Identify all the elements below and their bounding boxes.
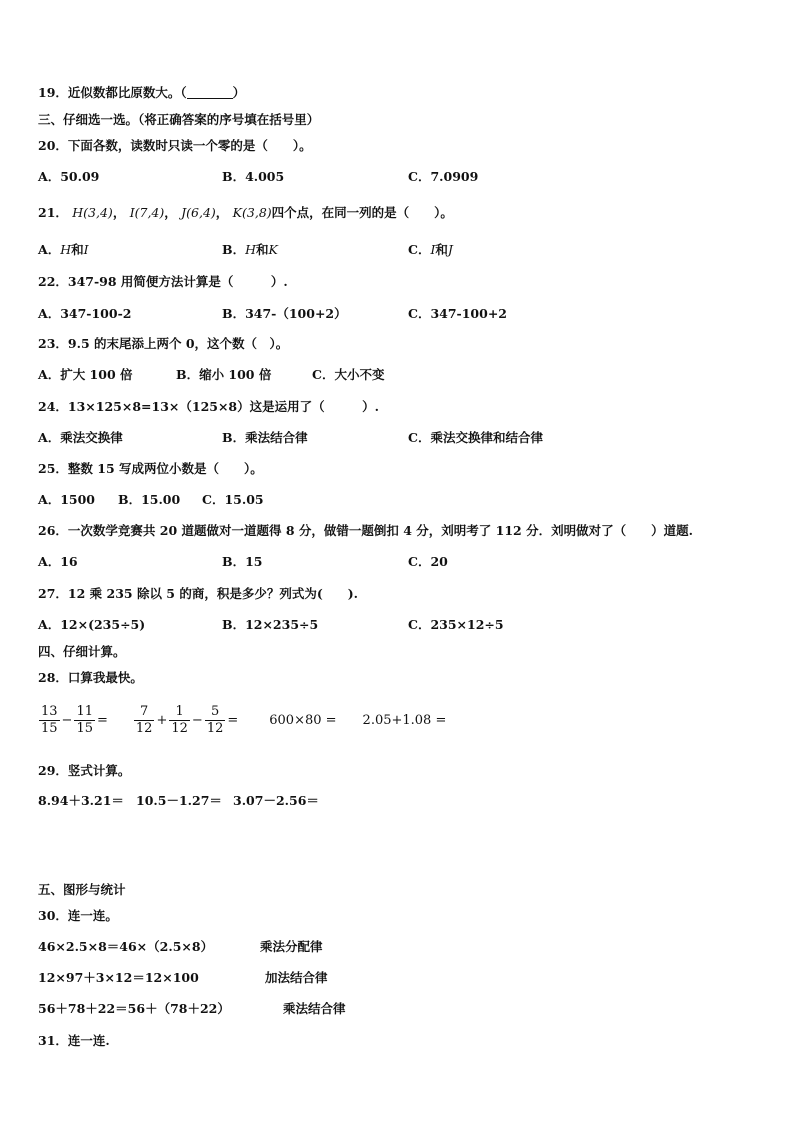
q21-number: 21． bbox=[38, 205, 68, 220]
q20-option-b[interactable]: B．4.005 bbox=[222, 169, 285, 184]
question-19 bbox=[38, 83, 245, 101]
q28-expr-4: 2.05+1.08 = bbox=[362, 712, 447, 728]
q23-option-b[interactable]: B．缩小 100 倍 bbox=[176, 367, 272, 382]
q22-option-a[interactable]: A．347-100-2 bbox=[38, 306, 132, 321]
question-20-stem: 20．下面各数，读数时只读一个零的是（ ）。 bbox=[38, 138, 312, 153]
question-31-stem: 31．连一连. bbox=[38, 1033, 110, 1048]
q19-text: 近似数都比原数大。（ bbox=[67, 85, 187, 100]
q30-left-item-1[interactable]: 46×2.5×8＝46×（2.5×8） bbox=[38, 939, 214, 954]
q25-option-b[interactable]: B．15.00 bbox=[118, 492, 181, 507]
q24-option-c[interactable]: C．乘法交换律和结合律 bbox=[408, 430, 543, 445]
question-21-stem bbox=[38, 203, 453, 221]
q26-option-b[interactable]: B．15 bbox=[222, 554, 263, 569]
section-3-title: 三、仔细选一选。（将正确答案的序号填在括号里） bbox=[38, 112, 320, 127]
fraction: $\frac{11}{15}$ bbox=[76, 703, 93, 736]
q30-left-item-3[interactable]: 56＋78＋22＝56＋（78＋22） bbox=[38, 1001, 230, 1016]
q30-right-item-1[interactable]: 乘法分配律 bbox=[260, 939, 323, 954]
question-23-stem: 23．9.5 的末尾添上两个 0，这个数（ ）。 bbox=[38, 336, 289, 351]
question-22-stem: 22．347-98 用简便方法计算是（ ）. bbox=[38, 274, 288, 289]
section-5-title: 五、图形与统计 bbox=[38, 882, 126, 897]
question-28-stem: 28．口算我最快。 bbox=[38, 670, 143, 685]
q22-option-c[interactable]: C．347-100+2 bbox=[408, 306, 507, 321]
question-27-stem: 27．12 乘 235 除以 5 的商，积是多少？列式为( ). bbox=[38, 586, 359, 601]
q24-option-a[interactable]: A．乘法交换律 bbox=[38, 430, 123, 445]
q24-option-b[interactable]: B．乘法结合律 bbox=[222, 430, 308, 445]
fraction: $\frac{1}{12}$ bbox=[171, 703, 188, 736]
q21-sep-2: ， bbox=[164, 205, 177, 220]
question-30-stem: 30．连一连。 bbox=[38, 908, 118, 923]
q19-answer-blank[interactable] bbox=[187, 86, 233, 99]
q23-option-c[interactable]: C．大小不变 bbox=[312, 367, 385, 382]
q28-expr-1: $\frac{13}{15}$ − $\frac{11}{15}$ = bbox=[41, 703, 108, 736]
q21-option-a[interactable]: A．H和I bbox=[38, 242, 89, 257]
q29-expr-1: 8.94＋3.21＝ bbox=[38, 793, 124, 808]
q30-right-item-2[interactable]: 加法结合律 bbox=[265, 970, 328, 985]
q27-option-c[interactable]: C．235×12÷5 bbox=[408, 617, 504, 632]
fraction: $\frac{13}{15}$ bbox=[41, 703, 58, 736]
q30-right-item-3[interactable]: 乘法结合律 bbox=[283, 1001, 346, 1016]
q28-expr-2: $\frac{7}{12}$ + $\frac{1}{12}$ − $\frac{5}{12}$ = bbox=[135, 703, 239, 736]
q21-option-c[interactable]: C．I和J bbox=[408, 242, 453, 257]
section-4-title: 四、仔细计算。 bbox=[38, 644, 126, 659]
question-25-stem: 25．整数 15 写成两位小数是（ ）。 bbox=[38, 461, 263, 476]
q25-option-c[interactable]: C．15.05 bbox=[202, 492, 264, 507]
q21-tail: 四个点，在同一列的是（ ）。 bbox=[271, 205, 453, 220]
question-24-stem: 24．13×125×8=13×（125×8）这是运用了（ ）. bbox=[38, 399, 379, 414]
q23-option-a[interactable]: A．扩大 100 倍 bbox=[38, 367, 133, 382]
q29-expr-3: 3.07－2.56＝ bbox=[233, 793, 319, 808]
q27-option-b[interactable]: B．12×235÷5 bbox=[222, 617, 319, 632]
question-26-stem: 26．一次数学竞赛共 20 道题做对一道题得 8 分，做错一题倒扣 4 分，刘明考了 112 分．刘明做对了（ ）道题. bbox=[38, 523, 693, 538]
q20-option-a[interactable]: A．50.09 bbox=[38, 169, 100, 184]
q21-point-h: H(3,4) bbox=[72, 205, 113, 220]
q30-left-item-2[interactable]: 12×97＋3×12＝12×100 bbox=[38, 970, 199, 985]
q19-number: 19． bbox=[38, 85, 68, 100]
q22-option-b[interactable]: B．347-（100+2） bbox=[222, 306, 347, 321]
q28-expr-3: 600×80 = bbox=[269, 712, 337, 728]
fraction: $\frac{7}{12}$ bbox=[135, 703, 153, 736]
q21-option-b[interactable]: B．H和K bbox=[222, 242, 278, 257]
q29-expr-2: 10.5－1.27＝ bbox=[136, 793, 222, 808]
q21-point-j: J(6,4) bbox=[181, 205, 216, 220]
question-29-stem: 29．竖式计算。 bbox=[38, 763, 131, 778]
q21-sep-3: ， bbox=[215, 205, 229, 220]
q28-expressions bbox=[38, 700, 446, 740]
q21-sep-1: ， bbox=[112, 205, 126, 220]
q20-option-c[interactable]: C．7.0909 bbox=[408, 169, 479, 184]
q25-option-a[interactable]: A．1500 bbox=[38, 492, 95, 507]
fraction: $\frac{5}{12}$ bbox=[206, 703, 224, 736]
q21-point-k: K(3,8) bbox=[232, 205, 272, 220]
q21-point-i: I(7,4) bbox=[129, 205, 165, 220]
q19-close: ） bbox=[232, 85, 246, 100]
q27-option-a[interactable]: A．12×(235÷5) bbox=[38, 617, 146, 632]
q26-option-c[interactable]: C．20 bbox=[408, 554, 448, 569]
q26-option-a[interactable]: A．16 bbox=[38, 554, 78, 569]
